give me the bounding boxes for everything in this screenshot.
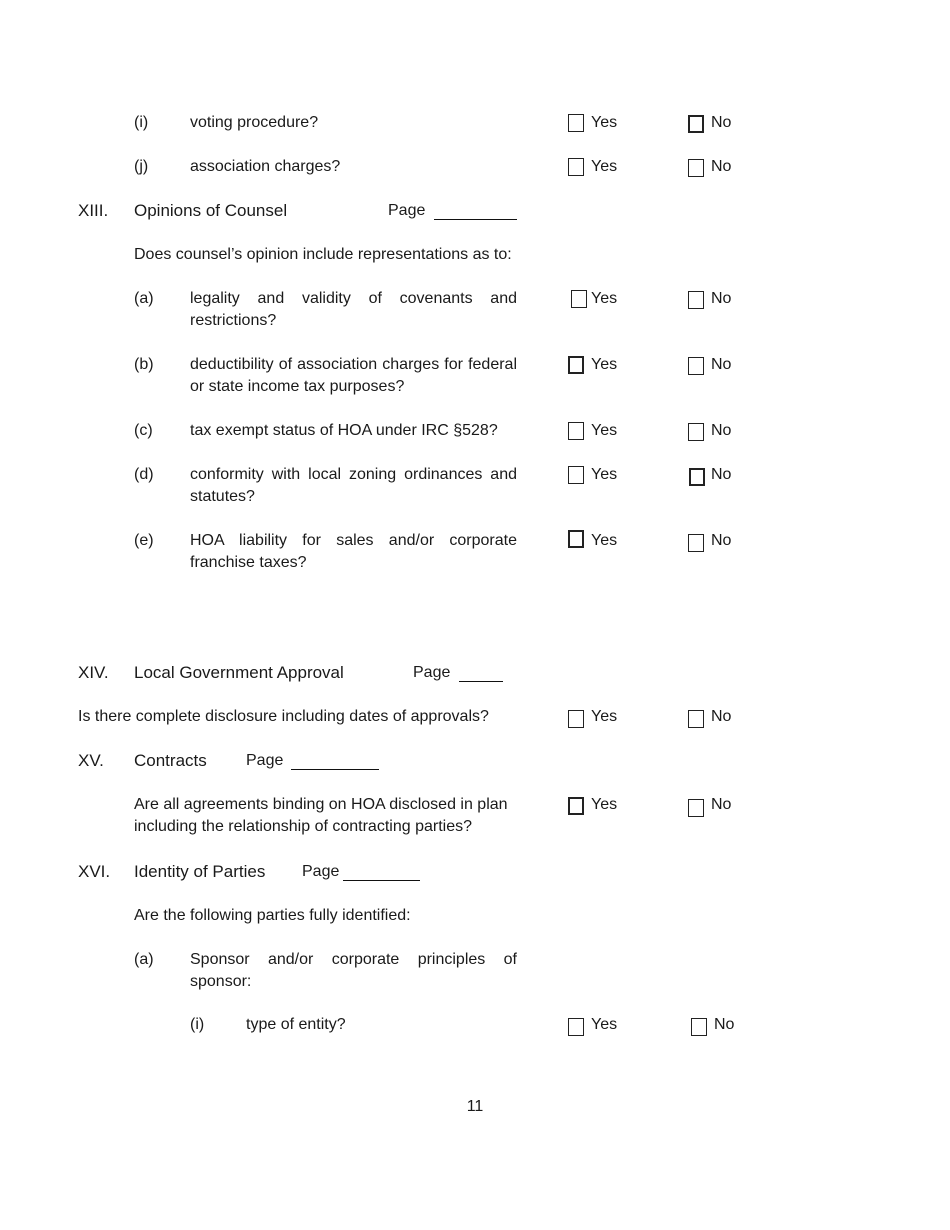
page-blank[interactable] — [291, 769, 379, 770]
no-checkbox[interactable] — [688, 159, 704, 177]
item-letter: (c) — [134, 422, 153, 439]
section-numeral: XIV. — [78, 663, 109, 682]
yes-checkbox[interactable] — [568, 158, 584, 176]
item-text: HOA liability for sales and/or corporate franchise taxes? — [190, 532, 517, 571]
yes-label: Yes — [591, 356, 618, 373]
yes-checkbox[interactable] — [568, 356, 584, 374]
page-blank[interactable] — [343, 880, 420, 881]
page-blank[interactable] — [434, 219, 517, 220]
yes-checkbox[interactable] — [568, 1018, 584, 1036]
yes-checkbox[interactable] — [571, 290, 587, 308]
no-checkbox[interactable] — [689, 468, 705, 486]
yes-label: Yes — [591, 532, 618, 549]
item-letter: (d) — [134, 466, 154, 483]
page-label: Page — [246, 752, 284, 769]
yes-checkbox[interactable] — [568, 530, 584, 548]
section-question: Are all agreements binding on HOA disclosed in plan including the relationship of contracting parties? — [134, 796, 508, 835]
item-letter: (a) — [134, 290, 154, 307]
page-label: Page — [413, 664, 451, 681]
subitem-letter: (i) — [190, 1016, 205, 1033]
yes-checkbox[interactable] — [568, 797, 584, 815]
item-text: association charges? — [190, 158, 341, 175]
section-title: Identity of Parties — [134, 862, 266, 881]
no-label: No — [711, 158, 732, 175]
section-numeral: XVI. — [78, 862, 111, 881]
no-label: No — [711, 796, 732, 813]
no-label: No — [711, 356, 732, 373]
item-text: legality and validity of covenants and restrictions? — [190, 290, 517, 329]
yes-checkbox[interactable] — [568, 710, 584, 728]
yes-label: Yes — [591, 796, 618, 813]
no-label: No — [711, 114, 732, 131]
section-title: Contracts — [134, 751, 207, 770]
item-text: conformity with local zoning ordinances and statutes? — [190, 466, 517, 505]
no-checkbox[interactable] — [688, 357, 704, 375]
section-numeral: XV. — [78, 751, 104, 770]
yes-label: Yes — [591, 158, 618, 175]
yes-label: Yes — [591, 466, 618, 483]
no-checkbox[interactable] — [691, 1018, 707, 1036]
no-label: No — [711, 466, 732, 483]
item-text: deductibility of association charges for federal or state income tax purposes? — [190, 356, 517, 395]
page-label: Page — [302, 863, 340, 880]
no-checkbox[interactable] — [688, 291, 704, 309]
yes-label: Yes — [591, 290, 618, 307]
item-letter: (a) — [134, 951, 154, 968]
section-title: Opinions of Counsel — [134, 201, 288, 220]
section-intro: Does counsel’s opinion include representations as to: — [134, 246, 512, 263]
item-text: tax exempt status of HOA under IRC §528? — [190, 422, 498, 439]
no-label: No — [711, 708, 732, 725]
no-label: No — [711, 532, 732, 549]
yes-label: Yes — [591, 1016, 618, 1033]
no-label: No — [714, 1016, 735, 1033]
no-checkbox[interactable] — [688, 710, 704, 728]
no-label: No — [711, 422, 732, 439]
yes-label: Yes — [591, 114, 618, 131]
item-text: Sponsor and/or corporate principles of sponsor: — [190, 951, 517, 990]
item-letter: (b) — [134, 356, 154, 373]
item-letter: (e) — [134, 532, 154, 549]
no-checkbox[interactable] — [688, 799, 704, 817]
yes-checkbox[interactable] — [568, 466, 584, 484]
no-checkbox[interactable] — [688, 115, 704, 133]
section-numeral: XIII. — [78, 201, 109, 220]
yes-label: Yes — [591, 708, 618, 725]
yes-checkbox[interactable] — [568, 114, 584, 132]
no-checkbox[interactable] — [688, 534, 704, 552]
yes-checkbox[interactable] — [568, 422, 584, 440]
section-intro: Are the following parties fully identified: — [134, 907, 411, 924]
yes-label: Yes — [591, 422, 618, 439]
item-letter: (j) — [134, 158, 149, 175]
section-title: Local Government Approval — [134, 663, 344, 682]
item-text: voting procedure? — [190, 114, 319, 131]
section-question: Is there complete disclosure including dates of approvals? — [78, 708, 489, 725]
page-label: Page — [388, 202, 426, 219]
no-label: No — [711, 290, 732, 307]
page-number: 11 — [466, 1098, 484, 1115]
subitem-text: type of entity? — [246, 1016, 346, 1033]
item-letter: (i) — [134, 114, 149, 131]
page-blank[interactable] — [459, 681, 503, 682]
no-checkbox[interactable] — [688, 423, 704, 441]
